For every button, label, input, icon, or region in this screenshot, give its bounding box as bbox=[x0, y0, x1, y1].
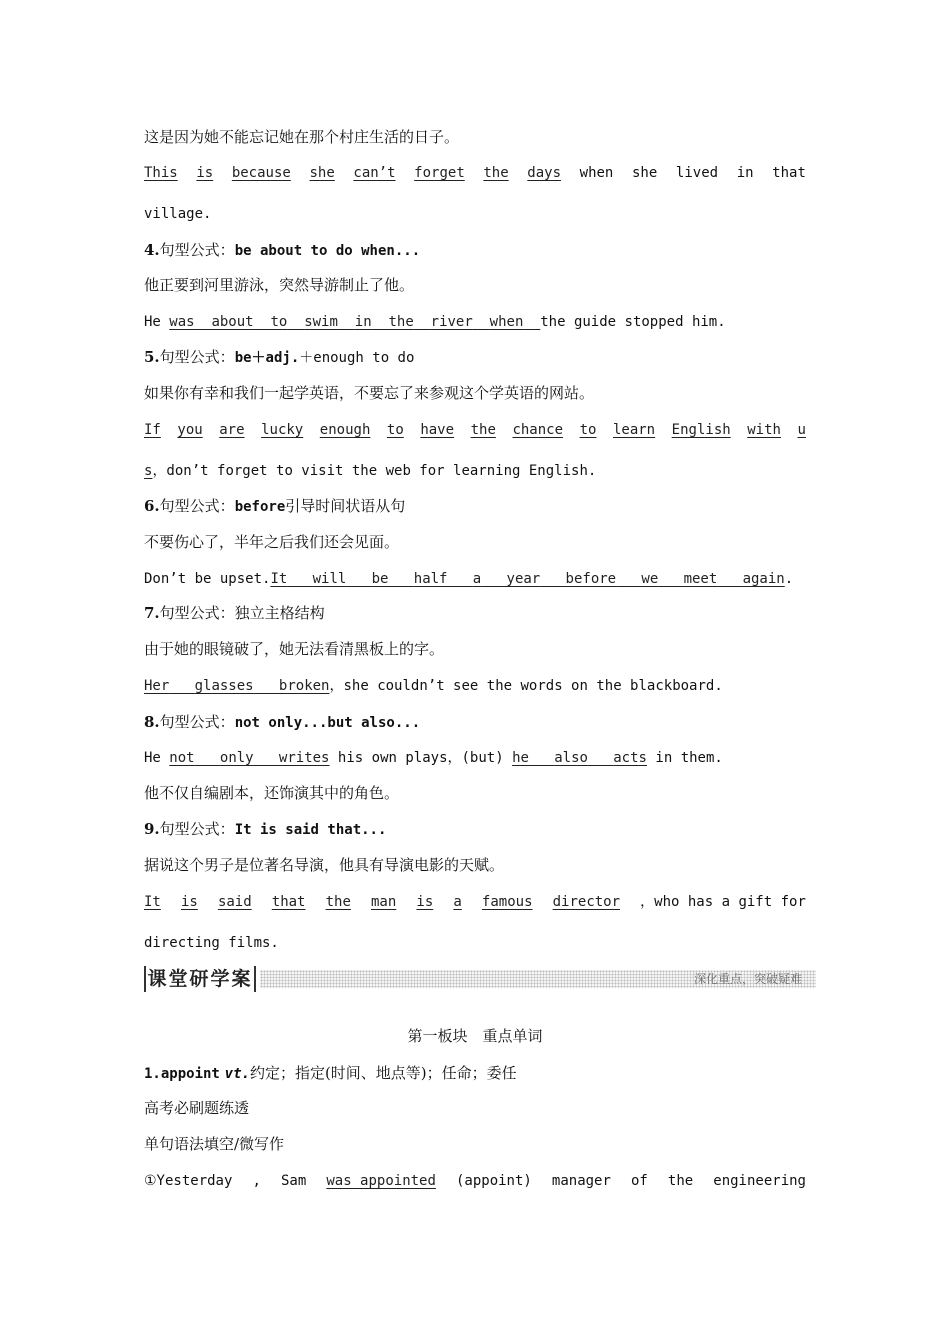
word-entry bbox=[144, 1062, 806, 1085]
section-banner bbox=[144, 966, 816, 992]
answer-word: is bbox=[196, 165, 214, 181]
sentence-rest: ，who has a gift for bbox=[640, 894, 806, 910]
formula-label: 句型公式： bbox=[159, 241, 235, 259]
word: lived bbox=[675, 165, 719, 181]
answer-word: have bbox=[420, 422, 455, 438]
english-sentence bbox=[144, 311, 806, 333]
word: when bbox=[579, 165, 614, 181]
answer-blank: Her glasses broken bbox=[144, 678, 330, 694]
chinese-sentence: 据说这个男子是位著名导演，他具有导演电影的天赋。 bbox=[144, 856, 505, 874]
answer-blank: was appointed bbox=[326, 1173, 436, 1189]
answer-word: It bbox=[144, 894, 161, 910]
answer-word: s bbox=[144, 463, 153, 479]
word: , bbox=[252, 1173, 261, 1189]
formula: not only...but also... bbox=[234, 715, 421, 731]
answer-word: with bbox=[747, 422, 781, 438]
answer-word: director bbox=[552, 894, 621, 910]
word: manager bbox=[551, 1173, 611, 1189]
period: . bbox=[784, 571, 794, 587]
formula-rest: ＋enough to do bbox=[299, 350, 415, 366]
item-number: 1. bbox=[144, 1066, 161, 1082]
answer-word: to bbox=[579, 422, 597, 438]
sentence-rest: ，don’t forget to visit the web for learning English. bbox=[152, 463, 597, 479]
answer-word: that bbox=[271, 894, 306, 910]
part-of-speech: vt. bbox=[224, 1066, 250, 1082]
answer-word: English bbox=[671, 422, 731, 438]
answer-word: famous bbox=[481, 894, 533, 910]
chinese-sentence: 他正要到河里游泳，突然导游制止了他。 bbox=[144, 276, 415, 294]
banner-title: 课堂研学案 bbox=[144, 966, 256, 992]
formula-label: 句型公式： bbox=[159, 713, 235, 731]
formula-rest: 引导时间状语从句 bbox=[285, 497, 406, 515]
word: ①Yesterday bbox=[144, 1173, 233, 1189]
english-sentence-end: village. bbox=[144, 206, 212, 222]
definition: 约定；指定(时间、地点等)；任命；委任 bbox=[249, 1064, 517, 1082]
formula: It is said that... bbox=[234, 822, 387, 838]
answer-word: to bbox=[386, 422, 404, 438]
word: in bbox=[736, 165, 754, 181]
item-number: 8. bbox=[144, 713, 160, 731]
answer-word: the bbox=[483, 165, 509, 181]
english-sentence bbox=[144, 419, 806, 441]
chinese-sentence: 不要伤心了，半年之后我们还会见面。 bbox=[144, 533, 400, 551]
word: the bbox=[667, 1173, 694, 1189]
formula-heading bbox=[144, 346, 806, 369]
chinese-sentence: 他不仅自编剧本，还饰演其中的角色。 bbox=[144, 784, 400, 802]
answer-word: If bbox=[144, 422, 161, 438]
word: He bbox=[144, 750, 161, 766]
answer-word: days bbox=[527, 165, 562, 181]
formula: be about to do when... bbox=[234, 243, 421, 259]
answer-word: forget bbox=[414, 165, 465, 181]
answer-word: is bbox=[416, 894, 434, 910]
answer-word: is bbox=[180, 894, 198, 910]
chinese-sentence: 由于她的眼镜破了，她无法看清黑板上的字。 bbox=[144, 640, 445, 658]
formula: be＋adj. bbox=[234, 350, 300, 366]
sentence-start: Don’t be upset. bbox=[144, 571, 271, 587]
chinese-sentence: 这是因为她不能忘记她在那个村庄生活的日子。 bbox=[144, 128, 460, 146]
formula-label: 句型公式： bbox=[159, 497, 235, 515]
answer-word: chance bbox=[512, 422, 564, 438]
answer-word: can’t bbox=[353, 165, 396, 181]
formula-heading bbox=[144, 495, 806, 518]
sentence-rest: ，she couldn’t see the words on the blackboard. bbox=[329, 678, 723, 694]
word: she bbox=[631, 165, 658, 181]
english-sentence bbox=[144, 675, 806, 697]
chinese-sentence: 如果你有幸和我们一起学英语，不要忘了来参观这个学英语的网站。 bbox=[144, 384, 595, 402]
answer-word: a bbox=[453, 894, 462, 910]
banner-tagline: 深化重点，突破疑难 bbox=[693, 972, 802, 986]
formula: before bbox=[234, 499, 286, 515]
answer-blank: It will be half a year before we meet again bbox=[270, 571, 785, 587]
english-sentence-end bbox=[144, 460, 806, 482]
headword: appoint bbox=[160, 1066, 220, 1082]
word: engineering bbox=[713, 1173, 806, 1189]
formula-heading bbox=[144, 602, 806, 624]
english-sentence bbox=[144, 568, 806, 590]
sentence-middle: his own plays，(but) bbox=[337, 750, 504, 766]
english-sentence bbox=[144, 891, 806, 913]
formula-label: 句型公式： bbox=[159, 820, 235, 838]
formula-heading bbox=[144, 818, 806, 841]
answer-word: because bbox=[231, 165, 291, 181]
word: Sam bbox=[280, 1173, 307, 1189]
section-title: 第一板块 重点单词 bbox=[407, 1027, 543, 1045]
answer-word: the bbox=[325, 894, 351, 910]
answer-word: the bbox=[470, 422, 496, 438]
item-number: 6. bbox=[144, 497, 160, 515]
item-number: 9. bbox=[144, 820, 160, 838]
answer-blank: was about to swim in the river when bbox=[169, 314, 524, 330]
word: (appoint) bbox=[455, 1173, 532, 1189]
answer-word: man bbox=[371, 894, 397, 910]
word: He bbox=[144, 314, 161, 330]
answer-word: learn bbox=[612, 422, 656, 438]
answer-word: lucky bbox=[261, 422, 304, 438]
sentence-rest: the guide stopped him. bbox=[540, 314, 726, 330]
english-sentence-end: directing films. bbox=[144, 935, 279, 951]
item-number: 7. bbox=[144, 604, 160, 622]
english-sentence bbox=[144, 162, 806, 184]
answer-word: u bbox=[797, 422, 806, 438]
subheading: 单句语法填空/微写作 bbox=[144, 1135, 285, 1153]
formula-heading bbox=[144, 239, 806, 262]
exercise-sentence bbox=[144, 1170, 806, 1192]
item-number: 4. bbox=[144, 241, 160, 259]
formula-label: 句型公式：独立主格结构 bbox=[159, 604, 325, 622]
formula-label: 句型公式： bbox=[159, 348, 235, 366]
answer-word: enough bbox=[319, 422, 371, 438]
answer-word: said bbox=[217, 894, 252, 910]
answer-blank: he also acts bbox=[512, 750, 647, 766]
answer-word: are bbox=[219, 422, 245, 438]
formula-heading bbox=[144, 711, 806, 734]
english-sentence bbox=[144, 747, 806, 769]
item-number: 5. bbox=[144, 348, 160, 366]
word: that bbox=[772, 165, 806, 181]
subheading: 高考必刷题练透 bbox=[144, 1099, 250, 1117]
answer-word: This bbox=[144, 165, 178, 181]
answer-blank: not only writes bbox=[169, 750, 330, 766]
answer-word: she bbox=[309, 165, 335, 181]
word: of bbox=[630, 1173, 648, 1189]
sentence-rest: in them. bbox=[655, 750, 723, 766]
answer-word: you bbox=[177, 422, 203, 438]
